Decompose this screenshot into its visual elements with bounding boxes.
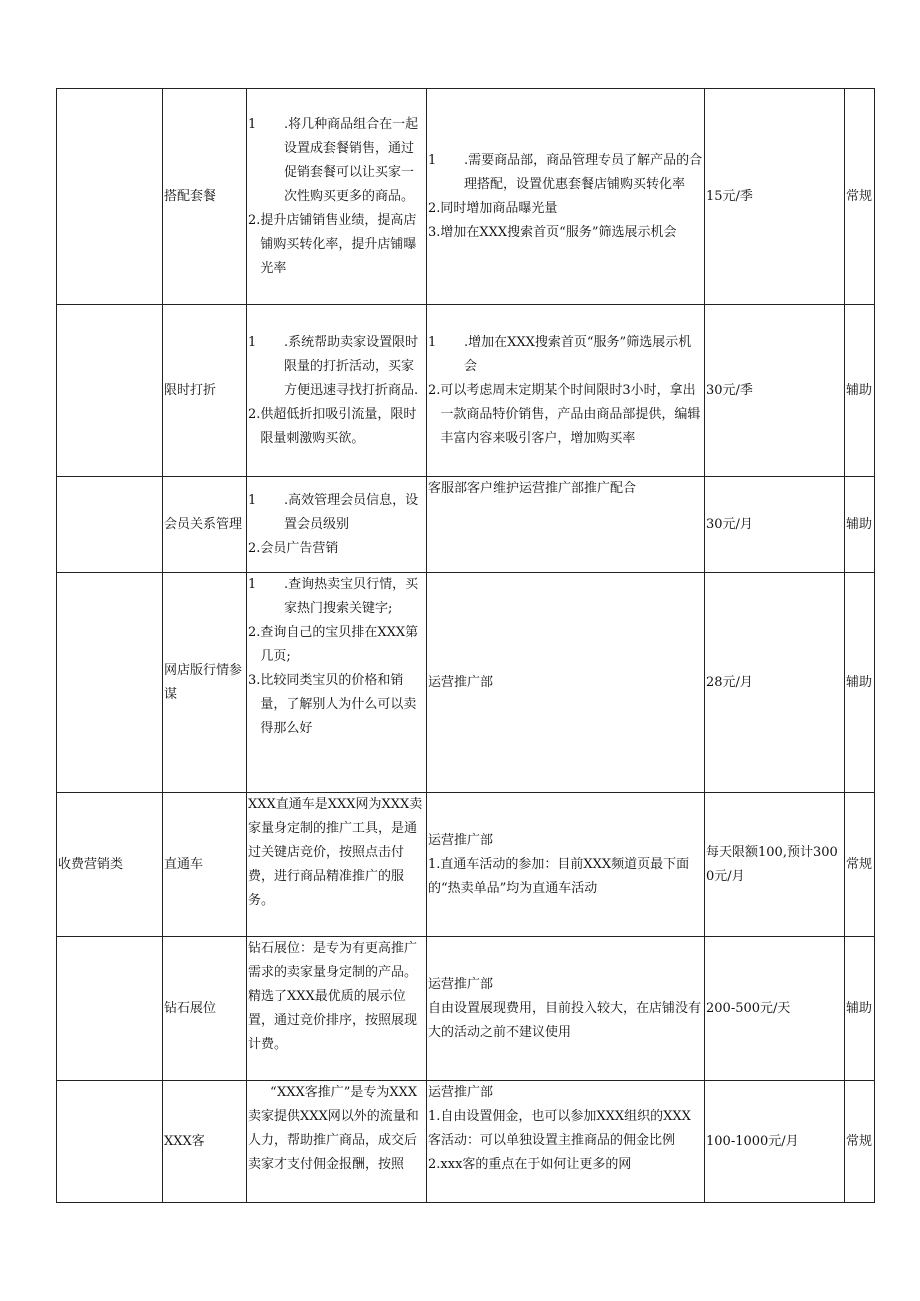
list-item: 1 .将几种商品组合在一起设置成套餐销售，通过促销套餐可以让买家一次性购买更多的商品。 xyxy=(248,116,419,204)
category-cell xyxy=(57,477,163,573)
price-cell: 15元/季 xyxy=(705,89,845,305)
type-cell: 辅助 xyxy=(845,477,875,573)
list-item: 1.直通车活动的参加：目前XXX频道页最下面的“热卖单品”均为直通车活动 xyxy=(428,856,690,896)
list-item: 1 .需要商品部，商品管理专员了解产品的合理搭配，设置优惠套餐店铺购买转化率 xyxy=(428,152,703,192)
category-cell xyxy=(57,305,163,477)
department-cell xyxy=(427,937,705,1081)
tool-name-cell: 直通车 xyxy=(163,793,247,937)
table-row xyxy=(57,573,875,793)
tool-name-cell: XXX客 xyxy=(163,1081,247,1203)
list-item: 运营推广部 xyxy=(428,1085,494,1100)
price-cell: 每天限额100,预计3000元/月 xyxy=(705,793,845,937)
category-cell xyxy=(57,573,163,793)
price-cell: 100-1000元/月 xyxy=(705,1081,845,1203)
type-cell: 辅助 xyxy=(845,937,875,1081)
department-cell xyxy=(427,89,705,305)
table-row xyxy=(57,305,875,477)
category-cell xyxy=(57,1081,163,1203)
table-row xyxy=(57,1081,875,1203)
list-item: 自由设置展现费用，目前投入较大，在店铺没有大的活动之前不建议使用 xyxy=(428,1000,702,1040)
department-cell xyxy=(427,1081,705,1203)
list-item: 2. 提升店铺销售业绩，提高店铺购买转化率，提升店铺曝光率 xyxy=(248,212,417,276)
list-item: 运营推广部 xyxy=(428,976,494,992)
description-cell: 钻石展位：是专为有更高推广需求的卖家量身定制的产品。精选了XXX最优质的展示位置，通过竞价排序，按照展现计费。 xyxy=(247,937,427,1081)
type-cell: 辅助 xyxy=(845,305,875,477)
description-cell: “XXX客推广”是专为XXX卖家提供XXX网以外的流量和人力，帮助推广商品，成交后卖家才支付佣金报酬，按照 xyxy=(247,1081,427,1203)
tool-name-cell: 网店版行情参谋 xyxy=(163,573,247,793)
list-item: 2. 可以考虑周末定期某个时间限时3小时，拿出一款商品特价销售，产品由商品部提供，编辑丰富内容来吸引客户，增加购买率 xyxy=(428,382,701,446)
list-item: 1 .查询热卖宝贝行情，买家热门搜索关键字; xyxy=(248,577,419,616)
list-item: 1.自由设置佣金，也可以参加XXX组织的XXX客活动：可以单独设置主推商品的佣金比例 xyxy=(428,1109,691,1148)
department-cell xyxy=(427,793,705,937)
list-item: 1 .高效管理会员信息，设置会员级别 xyxy=(248,492,419,532)
table-row xyxy=(57,89,875,305)
description-cell: XXX直通车是XXX网为XXX卖家量身定制的推广工具，是通过关键店竞价，按照点击付费，进行商品精准推广的服务。 xyxy=(247,793,427,937)
category-cell xyxy=(57,89,163,305)
tool-name-cell: 搭配套餐 xyxy=(163,89,247,305)
tool-name-cell: 钻石展位 xyxy=(163,937,247,1081)
department-cell: 运营推广部 xyxy=(427,573,705,793)
marketing-tools-table xyxy=(56,88,875,1203)
department-cell xyxy=(427,305,705,477)
type-cell: 常规 xyxy=(845,89,875,305)
description-cell xyxy=(247,305,427,477)
price-cell: 28元/月 xyxy=(705,573,845,793)
list-item: 运营推广部 xyxy=(428,832,494,848)
list-item: 2.xxx客的重点在于如何让更多的网 xyxy=(428,1157,632,1172)
table-row xyxy=(57,477,875,573)
list-item: 2. 供超低折扣吸引流量，限时限量刺激购买欲。 xyxy=(248,406,417,446)
category-cell xyxy=(57,937,163,1081)
description-cell xyxy=(247,573,427,793)
description-cell xyxy=(247,89,427,305)
type-cell: 常规 xyxy=(845,1081,875,1203)
description-cell xyxy=(247,477,427,573)
list-item: 2. 会员广告营销 xyxy=(248,540,339,556)
type-cell: 常规 xyxy=(845,793,875,937)
department-cell: 客服部客户维护运营推广部推广配合 xyxy=(427,477,705,573)
tool-name-cell: 会员关系管理 xyxy=(163,477,247,573)
list-item: 3. 比较同类宝贝的价格和销量，了解别人为什么可以卖得那么好 xyxy=(248,673,417,736)
tool-name-cell: 限时打折 xyxy=(163,305,247,477)
table-row xyxy=(57,937,875,1081)
type-cell: 辅助 xyxy=(845,573,875,793)
price-cell: 30元/季 xyxy=(705,305,845,477)
list-item: 1 .系统帮助卖家设置限时限量的打折活动，买家方便迅速寻找打折商品. xyxy=(248,334,419,398)
list-item: 2. 同时增加商品曝光量 xyxy=(428,200,558,216)
category-cell: 收费营销类 xyxy=(57,793,163,937)
list-item: 2. 查询自己的宝贝排在XXX第几页; xyxy=(248,625,419,664)
list-item: 3. 增加在XXX搜索首页“服务”筛选展示机会 xyxy=(428,224,677,240)
table-row xyxy=(57,793,875,937)
price-cell: 200-500元/天 xyxy=(705,937,845,1081)
price-cell: 30元/月 xyxy=(705,477,845,573)
list-item: 1 .增加在XXX搜索首页“服务”筛选展示机会 xyxy=(428,334,692,374)
